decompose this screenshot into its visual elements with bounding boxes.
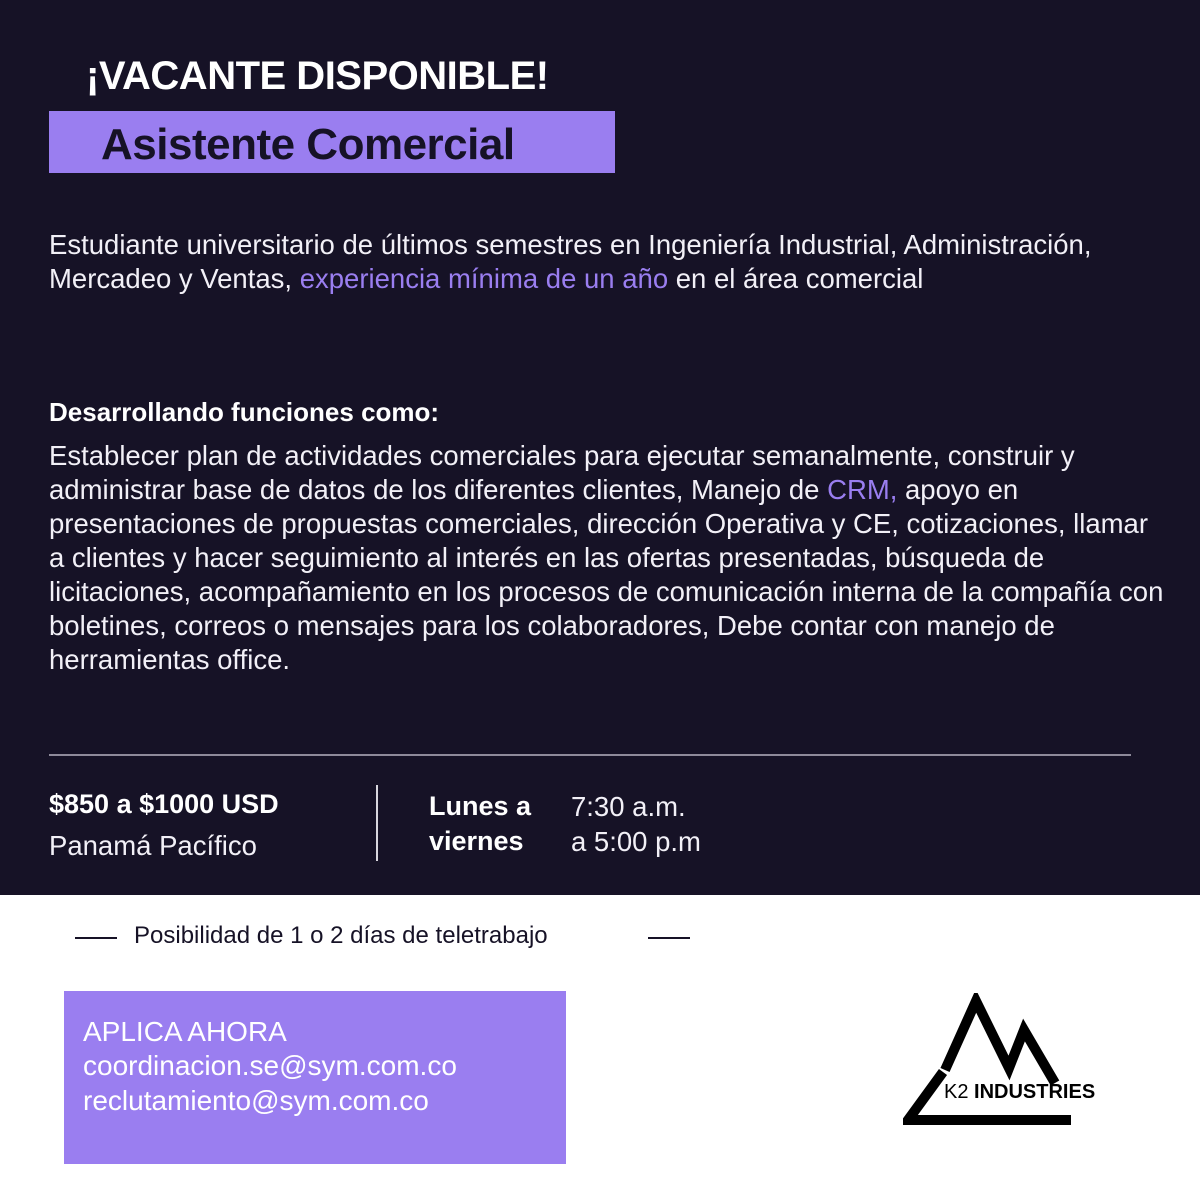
apply-now-label: APLICA AHORA bbox=[83, 1016, 287, 1047]
k2-mountain-logo-icon bbox=[903, 993, 1119, 1125]
apply-email-2[interactable]: reclutamiento@sym.com.co bbox=[83, 1085, 429, 1116]
requirements-text-end: en el área comercial bbox=[668, 263, 924, 294]
work-hours-line1: 7:30 a.m. bbox=[571, 791, 686, 822]
headline: ¡VACANTE DISPONIBLE! bbox=[86, 54, 549, 98]
experience-highlight: experiencia mínima de un año bbox=[299, 263, 669, 294]
logo-prefix: K2 bbox=[944, 1081, 969, 1103]
work-hours bbox=[571, 789, 701, 859]
apply-email-1[interactable]: coordinacion.se@sym.com.co bbox=[83, 1050, 457, 1081]
work-days bbox=[429, 789, 531, 859]
functions-heading: Desarrollando funciones como: bbox=[49, 397, 440, 427]
apply-box bbox=[64, 991, 566, 1164]
company-logo-text bbox=[944, 1081, 1095, 1104]
work-hours-line2: a 5:00 p.m bbox=[571, 826, 701, 857]
crm-highlight: CRM, bbox=[827, 474, 898, 505]
position-title-banner bbox=[49, 111, 615, 173]
job-location: Panamá Pacífico bbox=[49, 830, 257, 861]
position-title: Asistente Comercial bbox=[101, 120, 515, 169]
functions-text: Establecer plan de actividades comerciales para ejecutar semanalmente, construir y administrar base de datos de los diferentes clientes, Manejo de bbox=[49, 440, 1075, 505]
remote-note-right-rule bbox=[648, 937, 690, 939]
salary-range: $850 a $1000 USD bbox=[49, 789, 279, 819]
functions-paragraph bbox=[49, 439, 1169, 677]
remote-work-note: Posibilidad de 1 o 2 días de teletrabajo bbox=[134, 922, 548, 949]
section-divider bbox=[49, 754, 1131, 756]
functions-text-end: apoyo en presentaciones de propuestas comerciales, dirección Operativa y CE, cotizaciones, llamar a clientes y hacer seguimiento al interés en las ofertas presentadas, búsqueda de licitaciones, acompañamiento en los procesos de comunicación interna de la compañía con boletines, correos o mensajes para los colaboradores, Debe contar con manejo de herramientas office. bbox=[49, 474, 1164, 675]
work-days-line1: Lunes a bbox=[429, 791, 532, 821]
work-days-line2: viernes bbox=[429, 826, 524, 856]
logo-name: INDUSTRIES bbox=[974, 1081, 1096, 1103]
requirements-text: Estudiante universitario de últimos semestres en Ingeniería Industrial, Administración, Mercadeo y Ventas, bbox=[49, 229, 1092, 294]
requirements-paragraph bbox=[49, 228, 1149, 296]
details-divider bbox=[376, 785, 378, 861]
remote-note-left-rule bbox=[75, 937, 117, 939]
